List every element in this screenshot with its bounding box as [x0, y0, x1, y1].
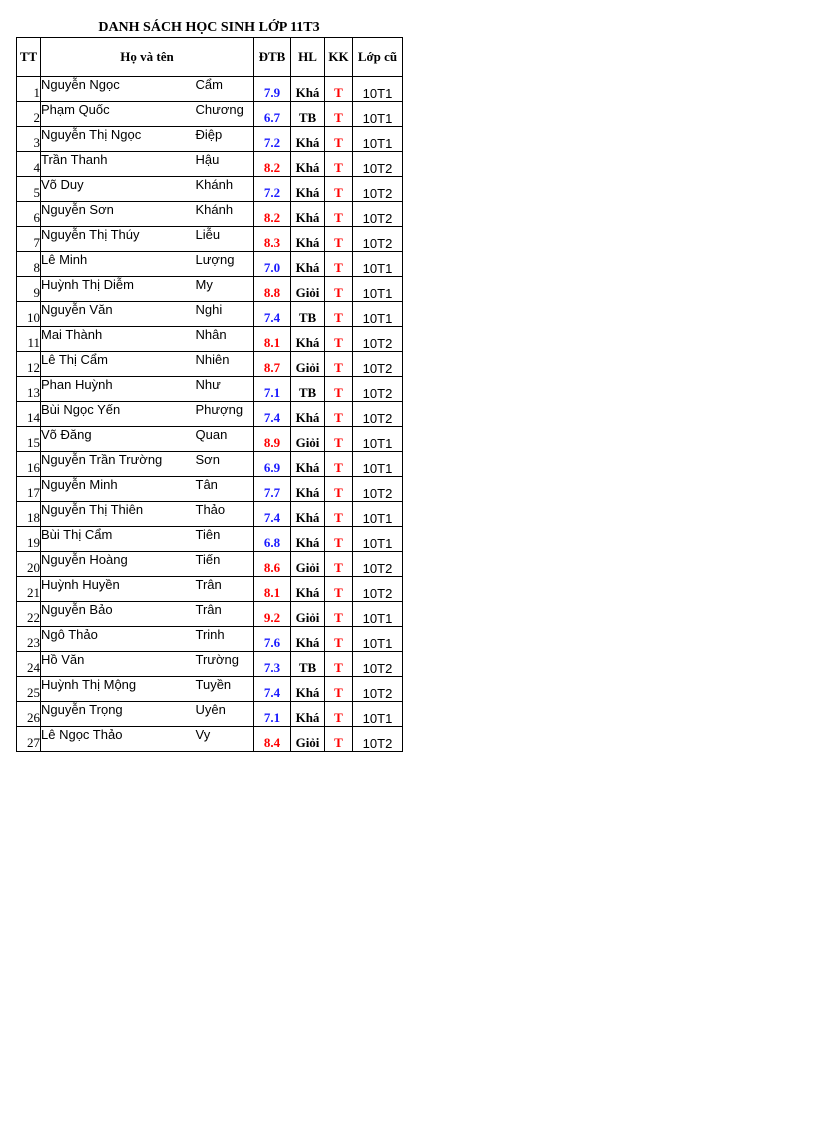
row-number: 19 [17, 527, 41, 552]
academic-rank: Khá [291, 327, 325, 352]
table-row [17, 102, 403, 127]
table-row [17, 452, 403, 477]
row-number: 12 [17, 352, 41, 377]
row-number: 7 [17, 227, 41, 252]
conduct-grade: T [325, 177, 353, 202]
academic-rank: Khá [291, 177, 325, 202]
average-score: 7.9 [254, 77, 291, 102]
student-family-name: Trần Thanh [41, 152, 196, 177]
average-score: 7.1 [254, 702, 291, 727]
previous-class: 10T2 [353, 652, 403, 677]
student-family-name: Nguyễn Thị Thúy [41, 227, 196, 252]
row-number: 23 [17, 627, 41, 652]
student-given-name: Liễu [196, 227, 254, 252]
row-number: 21 [17, 577, 41, 602]
conduct-grade: T [325, 702, 353, 727]
student-given-name: Trân [196, 577, 254, 602]
previous-class: 10T2 [353, 377, 403, 402]
table-row [17, 202, 403, 227]
header-tt: TT [17, 38, 41, 77]
previous-class: 10T2 [353, 552, 403, 577]
previous-class: 10T1 [353, 252, 403, 277]
student-family-name: Hồ Văn [41, 652, 196, 677]
table-row [17, 227, 403, 252]
average-score: 9.2 [254, 602, 291, 627]
header-old-class: Lớp cũ [353, 38, 403, 77]
conduct-grade: T [325, 152, 353, 177]
conduct-grade: T [325, 477, 353, 502]
student-given-name: Vy [196, 727, 254, 752]
student-family-name: Mai Thành [41, 327, 196, 352]
row-number: 22 [17, 602, 41, 627]
academic-rank: Giỏi [291, 352, 325, 377]
average-score: 6.9 [254, 452, 291, 477]
student-family-name: Nguyễn Trọng [41, 702, 196, 727]
conduct-grade: T [325, 202, 353, 227]
academic-rank: Giỏi [291, 727, 325, 752]
row-number: 10 [17, 302, 41, 327]
student-given-name: Tiên [196, 527, 254, 552]
student-given-name: Chương [196, 102, 254, 127]
table-row [17, 477, 403, 502]
student-given-name: Sơn [196, 452, 254, 477]
academic-rank: Khá [291, 402, 325, 427]
academic-rank: Khá [291, 227, 325, 252]
previous-class: 10T2 [353, 177, 403, 202]
student-family-name: Phạm Quốc [41, 102, 196, 127]
student-family-name: Nguyễn Thị Thiên [41, 502, 196, 527]
student-given-name: Khánh [196, 202, 254, 227]
student-given-name: Khánh [196, 177, 254, 202]
previous-class: 10T2 [353, 677, 403, 702]
table-header-row [17, 38, 403, 77]
student-family-name: Bùi Thị Cẩm [41, 527, 196, 552]
student-family-name: Nguyễn Hoàng [41, 552, 196, 577]
student-given-name: My [196, 277, 254, 302]
average-score: 8.2 [254, 152, 291, 177]
student-family-name: Lê Thị Cẩm [41, 352, 196, 377]
table-row [17, 652, 403, 677]
row-number: 1 [17, 77, 41, 102]
academic-rank: Khá [291, 202, 325, 227]
academic-rank: Giỏi [291, 277, 325, 302]
average-score: 7.4 [254, 502, 291, 527]
student-family-name: Nguyễn Minh [41, 477, 196, 502]
table-row [17, 502, 403, 527]
table-row [17, 727, 403, 752]
student-family-name: Huỳnh Thị Mộng [41, 677, 196, 702]
student-given-name: Tiến [196, 552, 254, 577]
average-score: 6.8 [254, 527, 291, 552]
previous-class: 10T1 [353, 302, 403, 327]
row-number: 4 [17, 152, 41, 177]
academic-rank: Khá [291, 152, 325, 177]
student-family-name: Võ Đăng [41, 427, 196, 452]
average-score: 7.7 [254, 477, 291, 502]
table-body [17, 77, 403, 752]
student-given-name: Lượng [196, 252, 254, 277]
previous-class: 10T2 [353, 402, 403, 427]
table-row [17, 627, 403, 652]
average-score: 8.3 [254, 227, 291, 252]
conduct-grade: T [325, 652, 353, 677]
average-score: 7.3 [254, 652, 291, 677]
student-family-name: Lê Minh [41, 252, 196, 277]
previous-class: 10T2 [353, 152, 403, 177]
previous-class: 10T1 [353, 77, 403, 102]
previous-class: 10T1 [353, 527, 403, 552]
table-row [17, 527, 403, 552]
student-given-name: Uyên [196, 702, 254, 727]
conduct-grade: T [325, 627, 353, 652]
conduct-grade: T [325, 552, 353, 577]
header-dtb: ĐTB [254, 38, 291, 77]
table-row [17, 677, 403, 702]
average-score: 8.6 [254, 552, 291, 577]
previous-class: 10T1 [353, 427, 403, 452]
table-row [17, 427, 403, 452]
academic-rank: TB [291, 102, 325, 127]
table-row [17, 552, 403, 577]
student-given-name: Điệp [196, 127, 254, 152]
student-given-name: Tuyền [196, 677, 254, 702]
previous-class: 10T2 [353, 327, 403, 352]
conduct-grade: T [325, 302, 353, 327]
student-given-name: Quan [196, 427, 254, 452]
row-number: 25 [17, 677, 41, 702]
table-row [17, 302, 403, 327]
academic-rank: Khá [291, 477, 325, 502]
student-given-name: Như [196, 377, 254, 402]
conduct-grade: T [325, 227, 353, 252]
conduct-grade: T [325, 452, 353, 477]
conduct-grade: T [325, 427, 353, 452]
conduct-grade: T [325, 327, 353, 352]
previous-class: 10T1 [353, 702, 403, 727]
previous-class: 10T2 [353, 227, 403, 252]
header-kk: KK [325, 38, 353, 77]
table-row [17, 602, 403, 627]
previous-class: 10T2 [353, 352, 403, 377]
row-number: 26 [17, 702, 41, 727]
academic-rank: TB [291, 652, 325, 677]
student-given-name: Nhiên [196, 352, 254, 377]
row-number: 8 [17, 252, 41, 277]
student-given-name: Phượng [196, 402, 254, 427]
student-family-name: Lê Ngọc Thảo [41, 727, 196, 752]
previous-class: 10T1 [353, 502, 403, 527]
student-family-name: Nguyễn Sơn [41, 202, 196, 227]
previous-class: 10T1 [353, 102, 403, 127]
academic-rank: Khá [291, 627, 325, 652]
student-given-name: Trân [196, 602, 254, 627]
table-row [17, 327, 403, 352]
academic-rank: Khá [291, 77, 325, 102]
student-given-name: Thảo [196, 502, 254, 527]
student-given-name: Cẩm [196, 77, 254, 102]
table-row [17, 352, 403, 377]
academic-rank: TB [291, 377, 325, 402]
previous-class: 10T2 [353, 477, 403, 502]
average-score: 8.8 [254, 277, 291, 302]
student-given-name: Nhân [196, 327, 254, 352]
academic-rank: Giỏi [291, 552, 325, 577]
average-score: 7.1 [254, 377, 291, 402]
average-score: 6.7 [254, 102, 291, 127]
conduct-grade: T [325, 377, 353, 402]
academic-rank: Khá [291, 677, 325, 702]
conduct-grade: T [325, 102, 353, 127]
student-family-name: Ngô Thảo [41, 627, 196, 652]
student-table [16, 37, 403, 752]
row-number: 18 [17, 502, 41, 527]
average-score: 7.6 [254, 627, 291, 652]
student-given-name: Trường [196, 652, 254, 677]
academic-rank: TB [291, 302, 325, 327]
row-number: 11 [17, 327, 41, 352]
table-row [17, 377, 403, 402]
student-family-name: Huỳnh Huyền [41, 577, 196, 602]
row-number: 15 [17, 427, 41, 452]
conduct-grade: T [325, 727, 353, 752]
row-number: 6 [17, 202, 41, 227]
conduct-grade: T [325, 127, 353, 152]
average-score: 7.4 [254, 402, 291, 427]
academic-rank: Khá [291, 252, 325, 277]
student-family-name: Phan Huỳnh [41, 377, 196, 402]
row-number: 17 [17, 477, 41, 502]
student-given-name: Nghi [196, 302, 254, 327]
academic-rank: Khá [291, 127, 325, 152]
academic-rank: Giỏi [291, 427, 325, 452]
average-score: 7.4 [254, 677, 291, 702]
average-score: 8.2 [254, 202, 291, 227]
row-number: 20 [17, 552, 41, 577]
row-number: 24 [17, 652, 41, 677]
conduct-grade: T [325, 602, 353, 627]
header-name: Họ và tên [41, 38, 254, 77]
page-title: DANH SÁCH HỌC SINH LỚP 11T3 [98, 20, 320, 35]
conduct-grade: T [325, 252, 353, 277]
average-score: 7.2 [254, 127, 291, 152]
conduct-grade: T [325, 577, 353, 602]
student-family-name: Huỳnh Thị Diễm [41, 277, 196, 302]
average-score: 8.4 [254, 727, 291, 752]
conduct-grade: T [325, 277, 353, 302]
student-family-name: Nguyễn Thị Ngọc [41, 127, 196, 152]
academic-rank: Giỏi [291, 602, 325, 627]
average-score: 8.9 [254, 427, 291, 452]
academic-rank: Khá [291, 577, 325, 602]
previous-class: 10T1 [353, 627, 403, 652]
row-number: 16 [17, 452, 41, 477]
academic-rank: Khá [291, 502, 325, 527]
student-given-name: Hậu [196, 152, 254, 177]
student-family-name: Nguyễn Văn [41, 302, 196, 327]
previous-class: 10T2 [353, 727, 403, 752]
previous-class: 10T1 [353, 602, 403, 627]
student-family-name: Võ Duy [41, 177, 196, 202]
row-number: 9 [17, 277, 41, 302]
table-row [17, 127, 403, 152]
conduct-grade: T [325, 402, 353, 427]
row-number: 13 [17, 377, 41, 402]
previous-class: 10T2 [353, 577, 403, 602]
student-family-name: Bùi Ngọc Yến [41, 402, 196, 427]
table-row [17, 177, 403, 202]
table-row [17, 77, 403, 102]
row-number: 14 [17, 402, 41, 427]
academic-rank: Khá [291, 702, 325, 727]
previous-class: 10T1 [353, 452, 403, 477]
previous-class: 10T2 [353, 202, 403, 227]
academic-rank: Khá [291, 527, 325, 552]
average-score: 7.0 [254, 252, 291, 277]
table-row [17, 277, 403, 302]
previous-class: 10T1 [353, 277, 403, 302]
average-score: 8.1 [254, 327, 291, 352]
student-family-name: Nguyễn Trần Trường [41, 452, 196, 477]
table-row [17, 252, 403, 277]
table-row [17, 402, 403, 427]
average-score: 8.7 [254, 352, 291, 377]
row-number: 2 [17, 102, 41, 127]
average-score: 7.2 [254, 177, 291, 202]
student-given-name: Tân [196, 477, 254, 502]
row-number: 5 [17, 177, 41, 202]
average-score: 7.4 [254, 302, 291, 327]
student-family-name: Nguyễn Bảo [41, 602, 196, 627]
average-score: 8.1 [254, 577, 291, 602]
student-family-name: Nguyễn Ngọc [41, 77, 196, 102]
table-row [17, 577, 403, 602]
conduct-grade: T [325, 77, 353, 102]
table-row [17, 702, 403, 727]
student-given-name: Trinh [196, 627, 254, 652]
conduct-grade: T [325, 527, 353, 552]
header-hl: HL [291, 38, 325, 77]
row-number: 27 [17, 727, 41, 752]
previous-class: 10T1 [353, 127, 403, 152]
table-row [17, 152, 403, 177]
conduct-grade: T [325, 502, 353, 527]
row-number: 3 [17, 127, 41, 152]
conduct-grade: T [325, 677, 353, 702]
academic-rank: Khá [291, 452, 325, 477]
conduct-grade: T [325, 352, 353, 377]
